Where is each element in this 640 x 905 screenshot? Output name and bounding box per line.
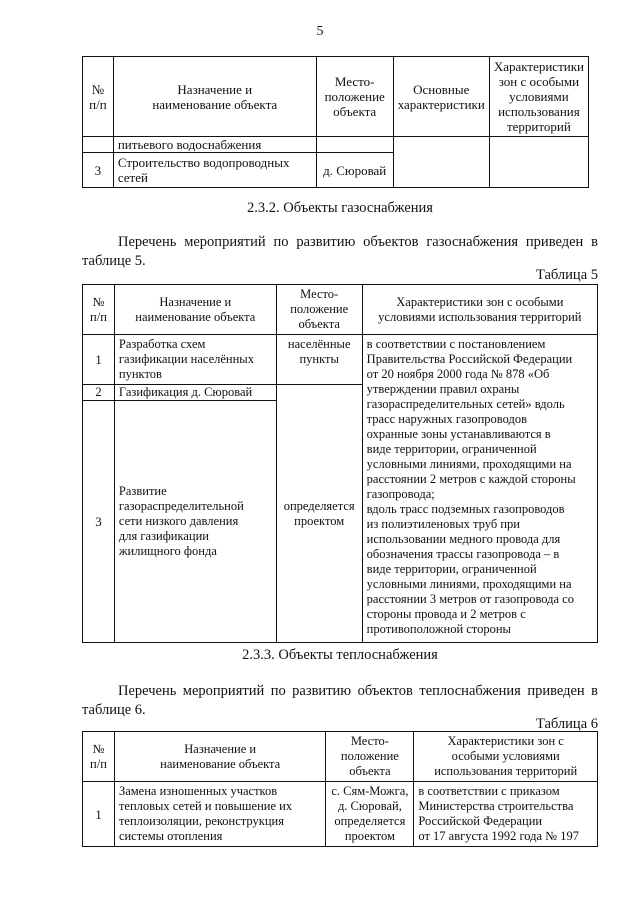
t4-header-location: Место- положение объекта [316,57,393,137]
t5-header-name: Назначение и наименование объекта [114,285,276,335]
table-6-caption: Таблица 6 [535,716,598,732]
t4-header-main-characteristics: Основные характеристики [393,57,489,137]
t4-main-char-cell [393,137,489,188]
table-5-caption: Таблица 5 [535,267,598,283]
t4-row3-location: д. Сюровай [316,153,393,188]
t5-header-zone-characteristics: Характеристики зон с особыми условиями использования территорий [362,285,597,335]
t5-row1-name: Разработка схем газификации населённых пунктов [114,335,276,385]
section-heading-233: 2.3.3. Объекты теплоснабжения [242,647,438,663]
t6-header-name: Назначение и наименование объекта [114,732,325,782]
t5-zone-characteristics: в соответствии с постановлением Правительства Российской Федерации от 20 ноября 2000 года № 878 «Об утверждении правил охраны газораспределительных сетей» вдоль трасс наружных газопроводов охранные зоны устанавливаются в виде территории, ограниченной условными линиями, проходящими на расстоянии 2 метров с каждой стороны газопровода; вдоль трасс подземных газопроводов из полиэтиленовых труб при использовании медного провода для обозначения трассы газопровода – в виде территории, ограниченной условными линиями, проходящими на расстоянии 3 метров от газопровода со стороны провода и 2 метров с противоположной стороны [362,335,597,643]
table-5 [82,284,598,643]
t6-row1-num: 1 [83,782,115,847]
t5-row23-location: определяется проектом [276,385,362,643]
t5-row2-name: Газификация д. Сюровай [114,385,276,401]
table-6 [82,731,598,847]
table-4-continuation [82,56,589,188]
t5-row3-num: 3 [83,401,115,643]
t4-cont-name: питьевого водоснабжения [113,137,316,153]
t4-row3-num: 3 [83,153,114,188]
t4-row3-name: Строительство водопроводных сетей [113,153,316,188]
t4-header-num: № п/п [83,57,114,137]
t5-row1-num: 1 [83,335,115,385]
t5-row1-location: населённые пункты [276,335,362,385]
t6-row1-zone-characteristics: в соответствии с приказом Министерства строительства Российской Федерации от 17 августа 1992 года № 197 [414,782,598,847]
t6-header-zone-characteristics: Характеристики зон с особыми условиями использования территорий [414,732,598,782]
t4-header-name: Назначение и наименование объекта [113,57,316,137]
section-paragraph-232: Перечень мероприятий по развитию объектов газоснабжения приведен в таблице 5. [82,234,598,269]
section-paragraph-233: Перечень мероприятий по развитию объектов теплоснабжения приведен в таблице 6. [82,683,598,718]
page-number: 5 [316,24,324,39]
t4-zone-char-cell [489,137,588,188]
t6-header-location: Место- положение объекта [326,732,414,782]
t5-row3-name: Развитие газораспределительной сети низкого давления для газификации жилищного фонда [114,401,276,643]
t6-header-num: № п/п [83,732,115,782]
section-heading-232: 2.3.2. Объекты газоснабжения [247,200,433,216]
t6-row1-location: с. Сям-Можга, д. Сюровай, определяется проектом [326,782,414,847]
t5-header-location: Место- положение объекта [276,285,362,335]
t4-cont-loc [316,137,393,153]
t5-row2-num: 2 [83,385,115,401]
t4-cont-num [83,137,114,153]
t4-header-zone-characteristics: Характеристики зон с особыми условиями использования территорий [489,57,588,137]
t5-header-num: № п/п [83,285,115,335]
t6-row1-name: Замена изношенных участков тепловых сетей и повышение их теплоизоляции, реконструкция системы отопления [114,782,325,847]
